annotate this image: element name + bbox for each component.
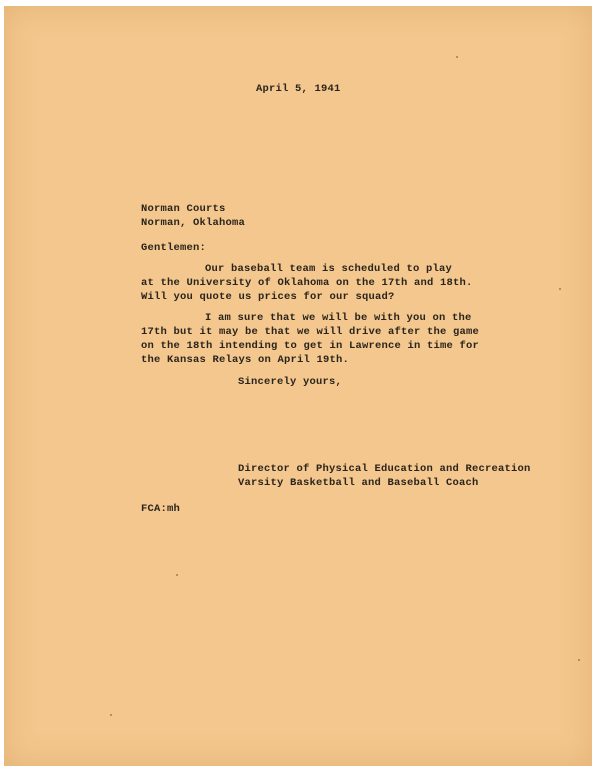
signature-title-line1: Director of Physical Education and Recreation	[238, 463, 531, 475]
paper-speck	[110, 714, 112, 716]
paper-speck	[176, 574, 178, 576]
paragraph1-line3: Will you quote us prices for our squad?	[141, 291, 395, 303]
paragraph1-line2: at the University of Oklahoma on the 17th and 18th.	[141, 277, 473, 289]
paragraph2-line2: 17th but it may be that we will drive after the game	[141, 326, 480, 338]
salutation: Gentlemen:	[141, 242, 207, 254]
paragraph1-line1: Our baseball team is scheduled to play	[205, 263, 453, 275]
paragraph2-line4: the Kansas Relays on April 19th.	[141, 354, 350, 366]
paper-speck	[559, 288, 561, 290]
signature-title-line2: Varsity Basketball and Baseball Coach	[238, 477, 479, 489]
recipient-name: Norman Courts	[141, 203, 226, 215]
letter-page	[4, 6, 592, 766]
paragraph2-line3: on the 18th intending to get in Lawrence in time for	[141, 340, 480, 352]
paper-speck	[578, 659, 580, 661]
recipient-address: Norman, Oklahoma	[141, 217, 246, 229]
closing: Sincerely yours,	[238, 376, 343, 388]
typist-initials: FCA:mh	[141, 503, 181, 515]
paragraph2-line1: I am sure that we will be with you on the	[205, 312, 472, 324]
letter-date: April 5, 1941	[256, 83, 341, 95]
paper-speck	[456, 56, 458, 58]
